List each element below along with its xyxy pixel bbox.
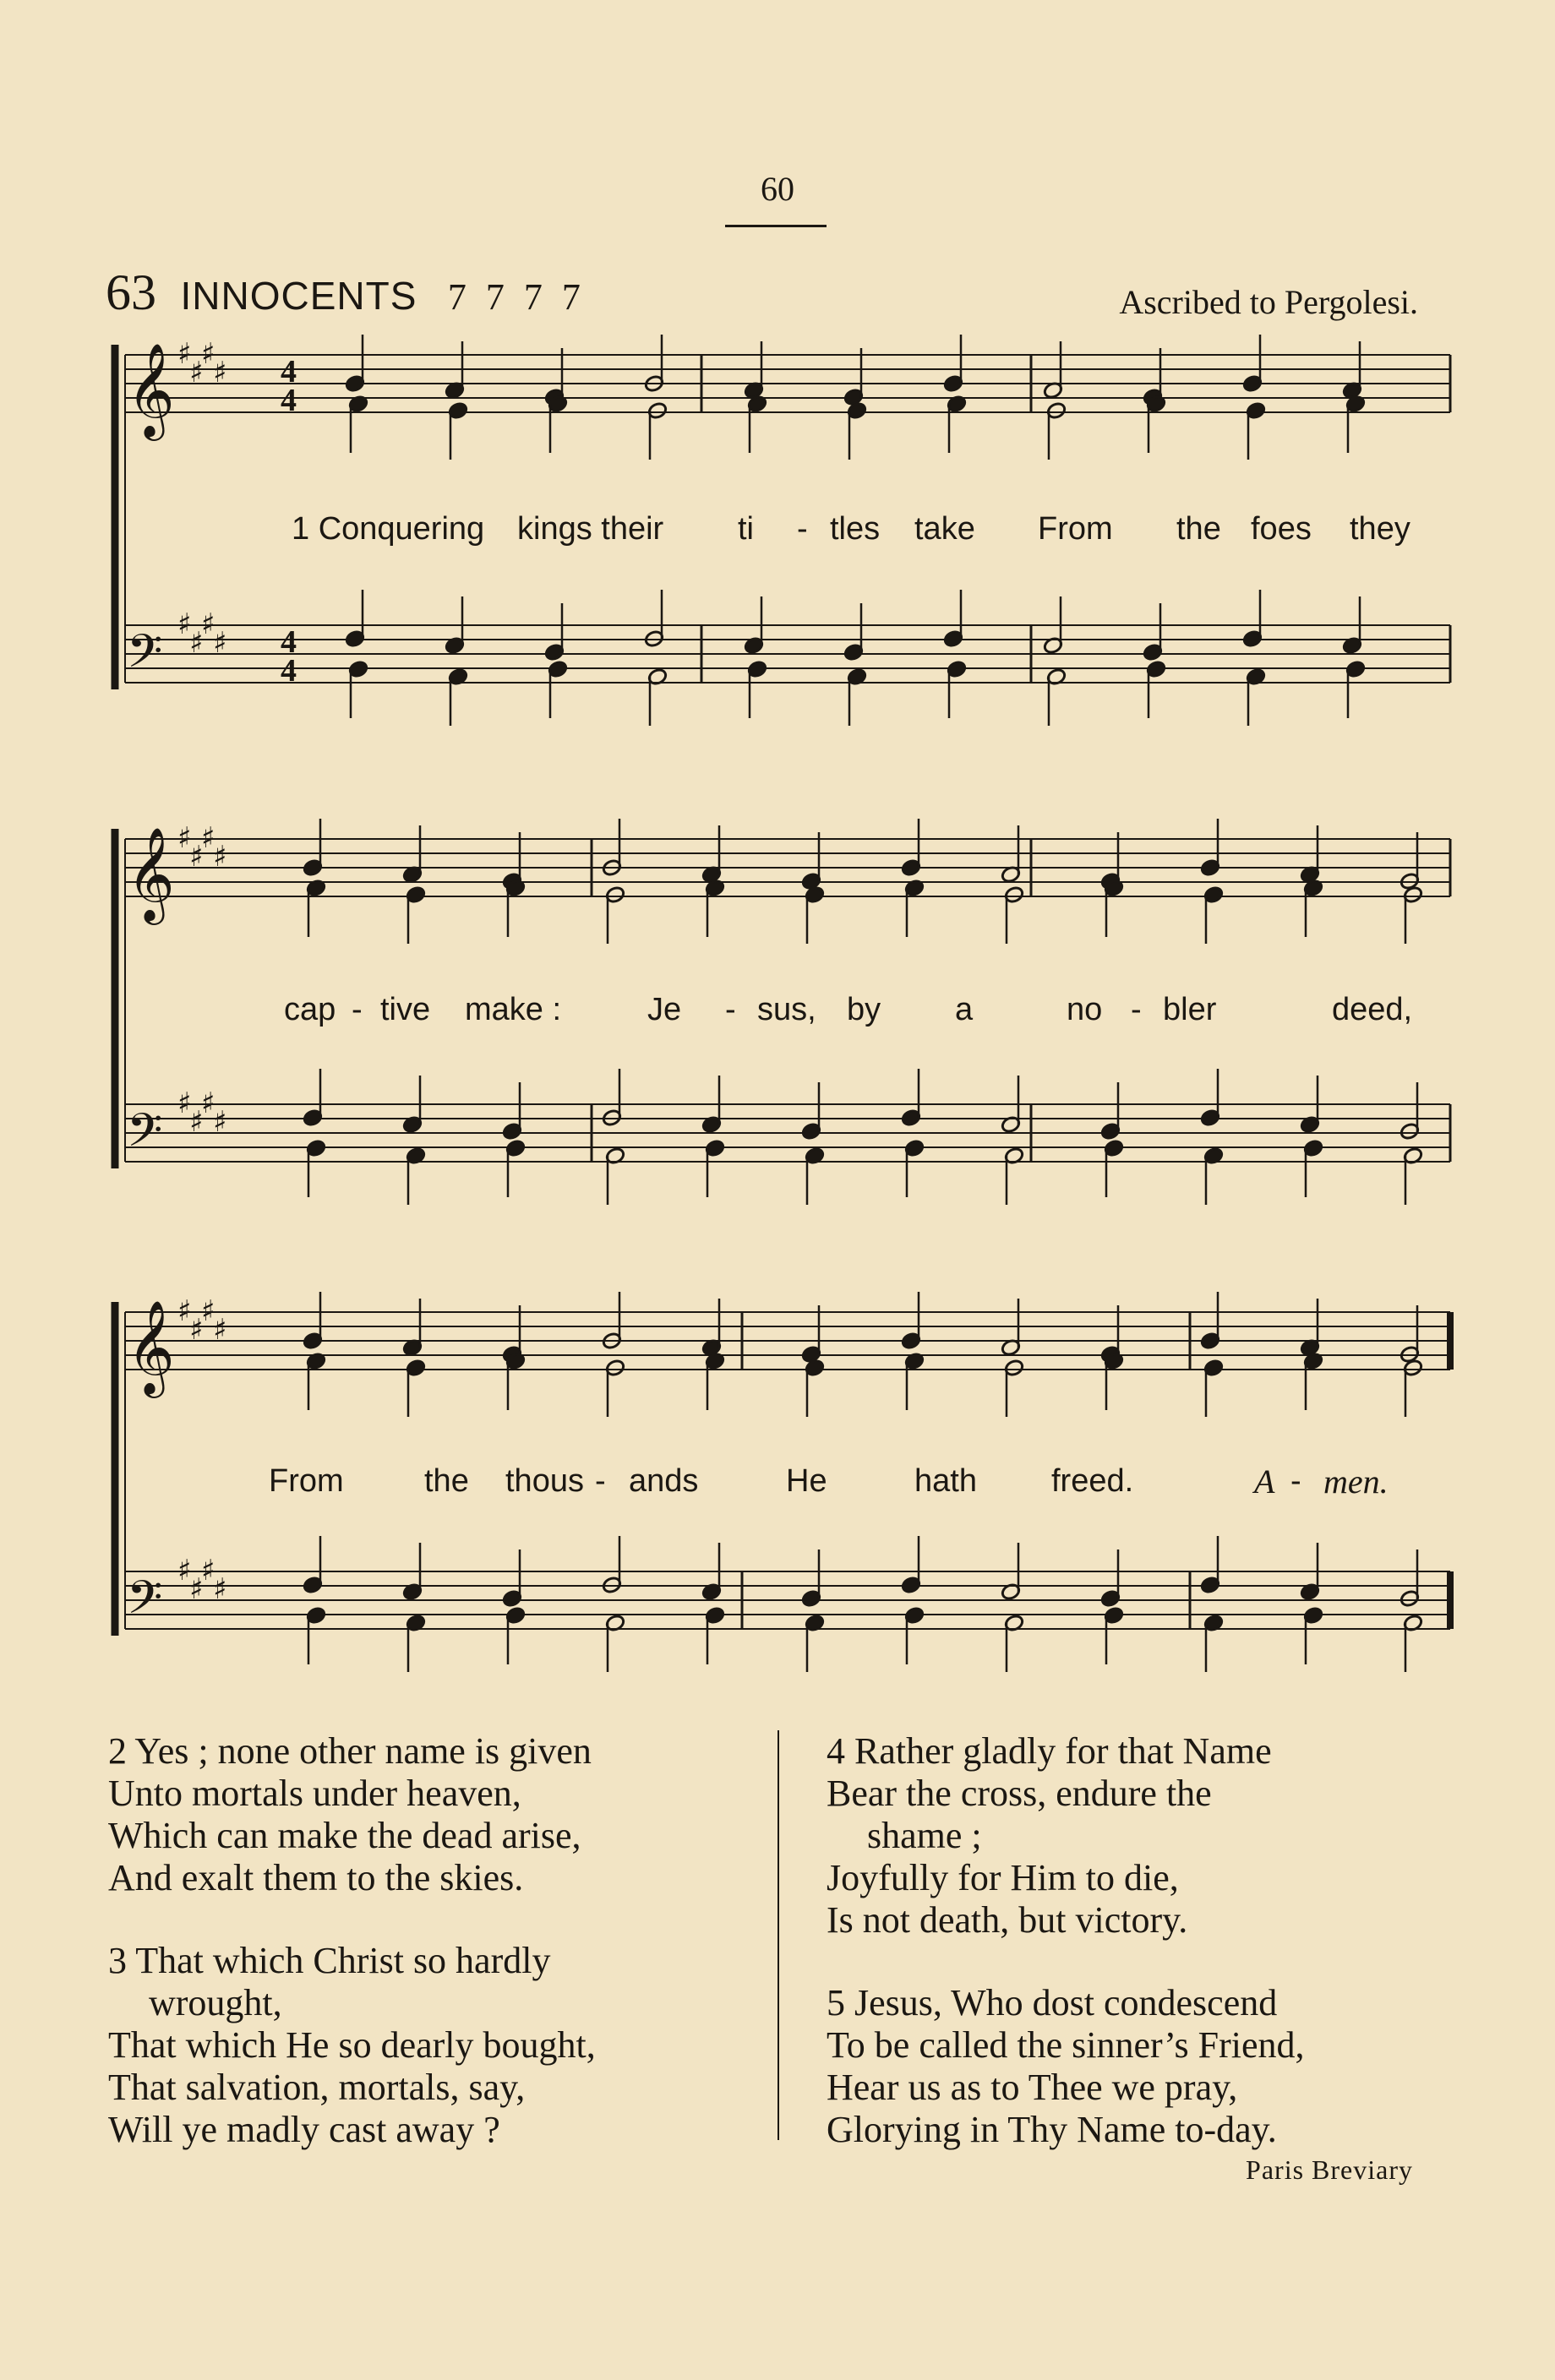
- treble-clef-icon: 𝄞: [127, 1299, 175, 1394]
- lyric-syllable: the: [424, 1463, 469, 1499]
- verse-line: Glorying in Thy Name to-day.: [827, 2109, 1277, 2150]
- verses-left-column: [108, 1730, 596, 2192]
- lyric-syllable: -: [1131, 992, 1142, 1027]
- lyric-syllable: 1 Conquering: [292, 511, 485, 547]
- page-number: 60: [761, 170, 794, 208]
- lyric-syllable: kings their: [517, 511, 664, 547]
- bass-clef-icon: 𝄢: [127, 624, 163, 689]
- sharp-icon: ♯: [189, 626, 204, 660]
- tune-name: INNOCENTS: [180, 274, 417, 318]
- sharp-icon: ♯: [213, 840, 227, 874]
- verse-line: 2 Yes ; none other name is given: [108, 1730, 592, 1772]
- lyric-syllable: make :: [465, 992, 562, 1027]
- lyric-syllable: hath: [914, 1463, 977, 1499]
- sharp-icon: ♯: [213, 1313, 227, 1347]
- sharp-icon: ♯: [177, 1087, 192, 1120]
- column-divider: [778, 1730, 779, 2140]
- sharp-icon: ♯: [201, 1554, 216, 1588]
- hymn-meter: 7 7 7 7: [447, 276, 586, 318]
- lyric-syllable: -: [595, 1463, 606, 1499]
- text-source: Paris Breviary: [1246, 2154, 1413, 2185]
- sharp-icon: ♯: [201, 607, 216, 641]
- sharp-icon: ♯: [177, 607, 192, 641]
- lyric-syllable: ti: [738, 511, 754, 547]
- sharp-icon: ♯: [177, 337, 192, 371]
- verse-line: Hear us as to Thee we pray,: [827, 2067, 1238, 2108]
- verse-line: 4 Rather gladly for that Name: [827, 1730, 1272, 1772]
- verse-line: Will ye madly cast away ?: [108, 2109, 500, 2150]
- lyric-syllable: tles: [830, 511, 881, 547]
- verse-4: [827, 1730, 1305, 1942]
- verse-line: Is not death, but victory.: [827, 1899, 1188, 1941]
- verse-5: [827, 1982, 1305, 2151]
- lyric-syllable: bler: [1163, 992, 1217, 1027]
- time-signature-digit: 4: [281, 383, 297, 418]
- lyric-syllable: they: [1350, 511, 1410, 547]
- sharp-icon: ♯: [213, 356, 227, 389]
- lyric-syllable: sus,: [757, 992, 816, 1027]
- lyric-syllable: -: [352, 992, 363, 1027]
- verses-right-column: [827, 1730, 1305, 2192]
- verse-line: And exalt them to the skies.: [108, 1857, 524, 1898]
- sharp-icon: ♯: [213, 1572, 227, 1606]
- verse-line: Bear the cross, endure the: [827, 1773, 1212, 1814]
- lyric-syllable: cap: [284, 992, 336, 1027]
- lyric-syllable: -: [725, 992, 736, 1027]
- sharp-icon: ♯: [201, 1087, 216, 1120]
- lyric-syllable: a: [955, 992, 974, 1027]
- lyric-syllable: take: [914, 511, 975, 547]
- lyric-syllable: -: [1290, 1463, 1301, 1499]
- verse-line: That salvation, mortals, say,: [108, 2067, 526, 2108]
- sharp-icon: ♯: [189, 840, 204, 874]
- lyric-syllable: foes: [1251, 511, 1312, 547]
- verse-line: Unto mortals under heaven,: [108, 1773, 521, 1814]
- sharp-icon: ♯: [177, 1554, 192, 1588]
- lyric-syllable: no: [1067, 992, 1103, 1027]
- lyric-syllable: Je: [647, 992, 682, 1027]
- lyric-syllable: the: [1176, 511, 1221, 547]
- verse-line: shame ;: [867, 1815, 982, 1856]
- time-signature-digit: 4: [281, 653, 297, 689]
- lyric-syllable: thous: [505, 1463, 584, 1499]
- lyric-syllable: ands: [629, 1463, 699, 1499]
- verse-2: [108, 1730, 596, 1899]
- lyric-syllable: From: [1038, 511, 1113, 547]
- sharp-icon: ♯: [213, 1105, 227, 1139]
- verse-line: wrought,: [149, 1982, 282, 2023]
- verse-line: Joyfully for Him to die,: [827, 1857, 1179, 1898]
- lyric-syllable: A: [1254, 1462, 1275, 1500]
- bass-clef-icon: 𝄢: [127, 1103, 163, 1168]
- treble-clef-icon: 𝄞: [127, 826, 175, 921]
- lyric-syllable: by: [847, 992, 881, 1027]
- lyric-syllable: He: [786, 1463, 827, 1499]
- bass-clef-icon: 𝄢: [127, 1571, 163, 1636]
- hymn-number: 63: [106, 264, 156, 320]
- time-signature-digit: 4: [281, 354, 297, 389]
- sharp-icon: ♯: [177, 821, 192, 855]
- treble-clef-icon: 𝄞: [127, 342, 175, 437]
- lyric-syllable: -: [797, 511, 808, 547]
- sharp-icon: ♯: [177, 1294, 192, 1328]
- composer-attribution: Ascribed to Pergolesi.: [1119, 283, 1418, 321]
- lyric-syllable: deed,: [1332, 992, 1413, 1027]
- verse-line: Which can make the dead arise,: [108, 1815, 581, 1856]
- verse-3: [108, 1940, 596, 2151]
- sharp-icon: ♯: [189, 1313, 204, 1347]
- sharp-icon: ♯: [201, 1294, 216, 1328]
- sharp-icon: ♯: [201, 337, 216, 371]
- lyric-syllable: men.: [1323, 1462, 1389, 1500]
- verse-line: That which He so dearly bought,: [108, 2024, 596, 2066]
- sharp-icon: ♯: [189, 356, 204, 389]
- sharp-icon: ♯: [189, 1572, 204, 1606]
- verse-line: To be called the sinner’s Friend,: [827, 2024, 1305, 2066]
- lyric-syllable: From: [269, 1463, 344, 1499]
- lyric-syllable: tive: [380, 992, 431, 1027]
- sharp-icon: ♯: [189, 1105, 204, 1139]
- verse-line: 5 Jesus, Who dost condescend: [827, 1982, 1278, 2023]
- sharp-icon: ♯: [201, 821, 216, 855]
- time-signature-digit: 4: [281, 624, 297, 660]
- lyric-syllable: freed.: [1051, 1463, 1134, 1499]
- sharp-icon: ♯: [213, 626, 227, 660]
- verse-line: 3 That which Christ so hardly: [108, 1940, 551, 1981]
